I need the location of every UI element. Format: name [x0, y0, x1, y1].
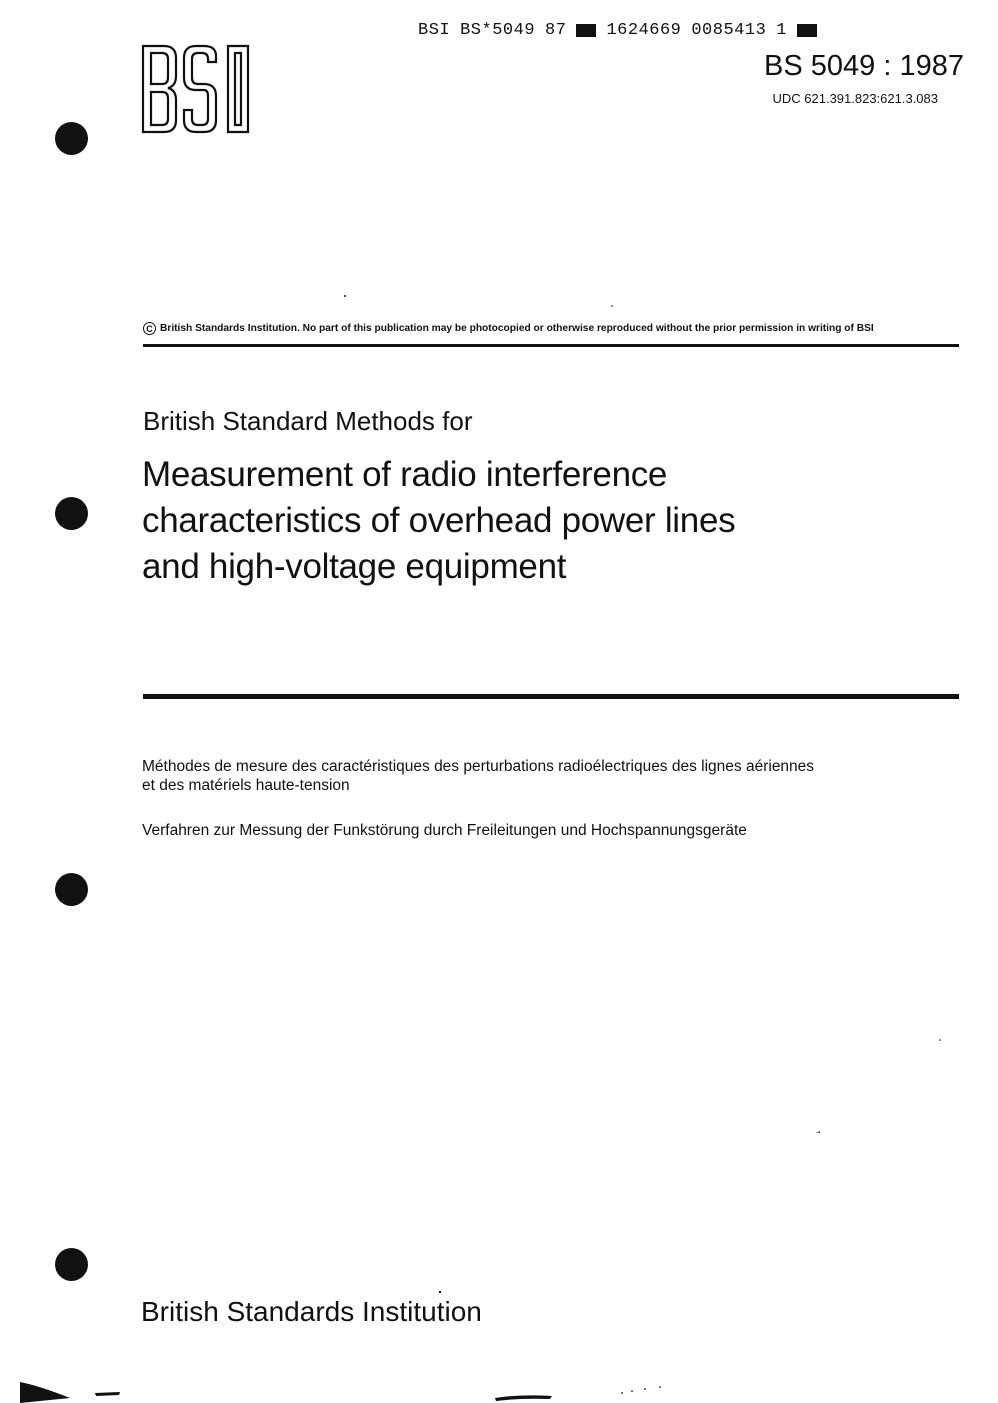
code-part: 1624669: [606, 20, 682, 40]
german-title: Verfahren zur Messung der Funkstörung durch Freileitungen und Hochspannungsgeräte: [142, 822, 747, 839]
title-line: and high-voltage equipment: [142, 547, 567, 586]
punch-hole: [55, 873, 88, 906]
divider-top: [143, 344, 959, 347]
publisher-name: British Standards Institution: [141, 1296, 482, 1327]
french-title: [142, 757, 814, 795]
french-title-line: et des matériels haute-tension: [142, 777, 350, 794]
document-code-line: [418, 20, 817, 40]
code-part: 1: [776, 20, 787, 40]
title-line: characteristics of overhead power lines: [142, 501, 736, 540]
code-part: BSI: [418, 20, 451, 40]
copyright-text: British Standards Institution. No part of this publication may be photocopied or otherwise reproduced without the prior permission in writing of BSI: [160, 323, 874, 334]
standard-number: BS 5049 : 1987: [764, 50, 964, 82]
document-title: [142, 452, 942, 590]
french-title-line: Méthodes de mesure des caractéristiques des perturbations radioélectriques des lignes aériennes: [142, 758, 815, 775]
copyright-notice: [143, 322, 963, 335]
bsi-logo: [140, 44, 252, 134]
redaction-block: [576, 24, 596, 37]
punch-hole: [55, 497, 88, 530]
punch-hole: [55, 122, 88, 155]
punch-hole: [55, 1248, 88, 1281]
code-part: BS*5049: [460, 20, 536, 40]
redaction-block: [797, 24, 817, 37]
title-line: Measurement of radio interference: [142, 455, 668, 494]
document-subtitle: British Standard Methods for: [143, 406, 473, 436]
code-part: 87: [545, 20, 567, 40]
code-part: 0085413: [691, 20, 767, 40]
copyright-icon: C: [143, 322, 156, 335]
udc-code: UDC 621.391.823:621.3.083: [772, 91, 938, 106]
divider-bottom: [143, 694, 959, 699]
